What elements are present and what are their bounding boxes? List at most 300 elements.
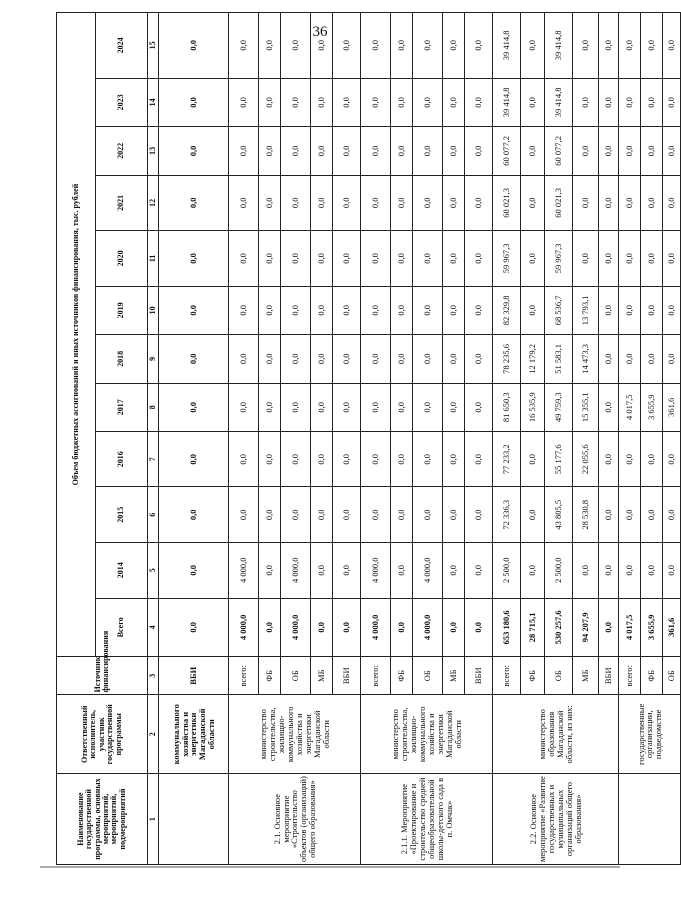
header-name: Наименование государственной программы, основных мероприятий, мероприятий, подмероприятий <box>57 774 148 865</box>
year-value: 0,0 <box>333 78 361 126</box>
year-value: 0,0 <box>663 175 681 231</box>
year-value: 60 077,2 <box>493 127 521 175</box>
column-number: 8 <box>148 383 159 431</box>
year-value: 0,0 <box>259 127 281 175</box>
financing-table <box>56 12 681 865</box>
year-value: 22 055,6 <box>573 431 599 487</box>
measure-name <box>619 774 681 865</box>
year-value: 0,0 <box>281 13 311 79</box>
column-number: 12 <box>148 175 159 231</box>
year-value: 0,0 <box>259 383 281 431</box>
year-value: 0,0 <box>413 335 443 383</box>
header-executor: Ответственный исполнитель, участник государственной программы <box>57 695 148 774</box>
year-value: 0,0 <box>361 127 391 175</box>
year-value: 0,0 <box>521 13 545 79</box>
year-value: 0,0 <box>663 127 681 175</box>
year-value: 0,0 <box>361 175 391 231</box>
total-value: 0,0 <box>391 598 413 657</box>
year-value: 0,0 <box>641 431 663 487</box>
year-value: 68 536,7 <box>545 286 573 334</box>
funding-source: ВБИ <box>159 657 229 695</box>
year-value: 0,0 <box>311 543 333 599</box>
year-value: 0,0 <box>391 543 413 599</box>
year-value: 0,0 <box>599 543 619 599</box>
year-value: 0,0 <box>413 13 443 79</box>
page-number: 36 <box>312 24 328 40</box>
column-number: 13 <box>148 127 159 175</box>
year-value: 0,0 <box>361 487 391 543</box>
total-value: 4 000,0 <box>229 598 259 657</box>
total-value: 361,6 <box>663 598 681 657</box>
year-value: 0,0 <box>599 286 619 334</box>
year-value: 0,0 <box>361 13 391 79</box>
header-year: 2021 <box>96 175 148 231</box>
year-value: 0,0 <box>159 175 229 231</box>
year-value: 78 235,6 <box>493 335 521 383</box>
funding-source: всего: <box>229 657 259 695</box>
year-value: 0,0 <box>443 13 465 79</box>
header-year: 2020 <box>96 231 148 287</box>
year-value: 0,0 <box>443 231 465 287</box>
year-value: 0,0 <box>413 286 443 334</box>
year-value: 0,0 <box>599 127 619 175</box>
year-value: 0,0 <box>641 487 663 543</box>
executor-name: министерство строительства, жилищно-коммунального хозяйства и энергетики Магаданской области <box>229 695 361 774</box>
year-value: 0,0 <box>521 487 545 543</box>
year-value: 0,0 <box>229 127 259 175</box>
year-value: 0,0 <box>281 431 311 487</box>
year-value: 0,0 <box>259 78 281 126</box>
year-value: 13 793,1 <box>573 286 599 334</box>
year-value: 0,0 <box>443 286 465 334</box>
year-value: 60 021,3 <box>493 175 521 231</box>
table-body <box>159 13 681 865</box>
year-value: 0,0 <box>391 286 413 334</box>
year-value: 0,0 <box>229 78 259 126</box>
year-value: 0,0 <box>599 78 619 126</box>
header-year: 2017 <box>96 383 148 431</box>
header-year: 2016 <box>96 431 148 487</box>
year-value: 0,0 <box>619 335 641 383</box>
year-value: 0,0 <box>281 127 311 175</box>
year-value: 0,0 <box>391 231 413 287</box>
measure-name: 2.1. Основное мероприятие «Строительство объектов (организаций) общего образования» <box>229 774 361 865</box>
year-value: 4 017,5 <box>619 383 641 431</box>
year-value: 0,0 <box>311 431 333 487</box>
table-row <box>159 13 229 865</box>
year-value: 0,0 <box>229 335 259 383</box>
year-value: 0,0 <box>573 127 599 175</box>
header-year: 2018 <box>96 335 148 383</box>
column-number: 2 <box>148 695 159 774</box>
table-row <box>361 13 391 865</box>
year-value: 0,0 <box>333 543 361 599</box>
year-value: 12 179,2 <box>521 335 545 383</box>
year-value: 0,0 <box>663 231 681 287</box>
year-value: 0,0 <box>641 175 663 231</box>
year-value: 0,0 <box>361 78 391 126</box>
year-value: 0,0 <box>159 286 229 334</box>
year-value: 0,0 <box>599 487 619 543</box>
year-value: 0,0 <box>663 286 681 334</box>
year-value: 0,0 <box>259 335 281 383</box>
total-value: 3 655,9 <box>641 598 663 657</box>
funding-source: ФБ <box>259 657 281 695</box>
total-value: 0,0 <box>465 598 493 657</box>
year-value: 60 077,2 <box>545 127 573 175</box>
funding-source: ФБ <box>641 657 663 695</box>
funding-source: МБ <box>443 657 465 695</box>
year-value: 0,0 <box>159 543 229 599</box>
year-value: 0,0 <box>641 78 663 126</box>
year-value: 0,0 <box>619 13 641 79</box>
year-value: 0,0 <box>573 543 599 599</box>
year-value: 0,0 <box>641 286 663 334</box>
total-value: 4 000,0 <box>361 598 391 657</box>
funding-source: ВБИ <box>599 657 619 695</box>
year-value: 0,0 <box>663 13 681 79</box>
year-value: 0,0 <box>311 286 333 334</box>
year-value: 0,0 <box>311 13 333 79</box>
year-value: 0,0 <box>159 13 229 79</box>
year-value: 0,0 <box>443 175 465 231</box>
year-value: 0,0 <box>521 286 545 334</box>
executor-name: коммунального хозяйства и энергетики Магаданской области <box>159 695 229 774</box>
year-value: 0,0 <box>361 286 391 334</box>
year-value: 0,0 <box>311 127 333 175</box>
year-value: 0,0 <box>311 487 333 543</box>
year-value: 0,0 <box>259 286 281 334</box>
year-value: 0,0 <box>333 127 361 175</box>
total-value: 94 207,9 <box>573 598 599 657</box>
column-number: 4 <box>148 598 159 657</box>
year-value: 0,0 <box>159 78 229 126</box>
year-value: 55 177,6 <box>545 431 573 487</box>
year-value: 0,0 <box>443 487 465 543</box>
year-value: 0,0 <box>259 231 281 287</box>
year-value: 0,0 <box>259 431 281 487</box>
funding-source: ОБ <box>413 657 443 695</box>
year-value: 0,0 <box>663 487 681 543</box>
year-value: 0,0 <box>413 78 443 126</box>
year-value: 43 805,5 <box>545 487 573 543</box>
year-value: 14 473,3 <box>573 335 599 383</box>
year-value: 0,0 <box>391 335 413 383</box>
year-value: 0,0 <box>391 487 413 543</box>
year-value: 0,0 <box>361 383 391 431</box>
column-number-row <box>148 13 159 865</box>
year-value: 0,0 <box>443 78 465 126</box>
column-number: 7 <box>148 431 159 487</box>
year-value: 0,0 <box>599 431 619 487</box>
table-row <box>229 13 259 865</box>
column-number: 3 <box>148 657 159 695</box>
year-value: 59 967,3 <box>545 231 573 287</box>
year-value: 82 329,8 <box>493 286 521 334</box>
year-value: 4 000,0 <box>281 543 311 599</box>
year-value: 0,0 <box>465 127 493 175</box>
total-value: 0,0 <box>443 598 465 657</box>
year-value: 0,0 <box>311 231 333 287</box>
year-value: 0,0 <box>641 335 663 383</box>
header-group-title: Объем бюджетных ассигнований и иных источников финансирования, тыс. рублей <box>57 13 96 657</box>
year-value: 0,0 <box>663 543 681 599</box>
header-year: 2022 <box>96 127 148 175</box>
year-value: 0,0 <box>521 78 545 126</box>
year-value: 0,0 <box>229 231 259 287</box>
year-value: 0,0 <box>391 383 413 431</box>
header-total: Всего <box>96 598 148 657</box>
year-value: 0,0 <box>465 231 493 287</box>
year-value: 0,0 <box>361 335 391 383</box>
year-value: 0,0 <box>413 231 443 287</box>
year-value: 0,0 <box>641 231 663 287</box>
year-value: 2 500,0 <box>493 543 521 599</box>
header-year: 2015 <box>96 487 148 543</box>
year-value: 0,0 <box>159 335 229 383</box>
measure-name <box>159 774 229 865</box>
year-value: 0,0 <box>443 543 465 599</box>
total-value: 4 000,0 <box>281 598 311 657</box>
year-value: 0,0 <box>333 286 361 334</box>
year-value: 0,0 <box>333 175 361 231</box>
column-number: 14 <box>148 78 159 126</box>
year-value: 81 650,3 <box>493 383 521 431</box>
table-viewport <box>56 12 677 865</box>
year-value: 0,0 <box>413 487 443 543</box>
year-value: 0,0 <box>259 487 281 543</box>
year-value: 0,0 <box>333 431 361 487</box>
total-value: 4 017,5 <box>619 598 641 657</box>
year-value: 4 000,0 <box>413 543 443 599</box>
funding-source: всего: <box>493 657 521 695</box>
year-value: 0,0 <box>259 175 281 231</box>
total-value: 0,0 <box>159 598 229 657</box>
year-value: 0,0 <box>229 431 259 487</box>
year-value: 0,0 <box>159 487 229 543</box>
year-value: 4 000,0 <box>229 543 259 599</box>
year-value: 0,0 <box>333 487 361 543</box>
year-value: 0,0 <box>443 335 465 383</box>
year-value: 0,0 <box>413 383 443 431</box>
column-number: 15 <box>148 13 159 79</box>
column-number: 9 <box>148 335 159 383</box>
year-value: 0,0 <box>413 127 443 175</box>
year-value: 0,0 <box>573 175 599 231</box>
year-value: 0,0 <box>599 383 619 431</box>
year-value: 0,0 <box>599 175 619 231</box>
year-value: 0,0 <box>413 175 443 231</box>
year-value: 0,0 <box>619 286 641 334</box>
table-row <box>493 13 521 865</box>
year-value: 0,0 <box>333 231 361 287</box>
year-value: 0,0 <box>641 543 663 599</box>
year-value: 0,0 <box>391 175 413 231</box>
year-value: 0,0 <box>413 431 443 487</box>
column-number: 11 <box>148 231 159 287</box>
year-value: 3 655,9 <box>641 383 663 431</box>
total-value: 0,0 <box>333 598 361 657</box>
year-value: 0,0 <box>521 543 545 599</box>
column-number: 6 <box>148 487 159 543</box>
year-value: 0,0 <box>599 231 619 287</box>
year-value: 0,0 <box>443 431 465 487</box>
year-value: 0,0 <box>521 175 545 231</box>
year-value: 0,0 <box>361 431 391 487</box>
year-value: 0,0 <box>599 13 619 79</box>
year-value: 0,0 <box>281 286 311 334</box>
funding-source: ФБ <box>521 657 545 695</box>
year-value: 0,0 <box>573 13 599 79</box>
year-value: 0,0 <box>281 231 311 287</box>
year-value: 0,0 <box>465 13 493 79</box>
year-value: 15 355,1 <box>573 383 599 431</box>
year-value: 0,0 <box>281 383 311 431</box>
year-value: 0,0 <box>521 127 545 175</box>
year-value: 0,0 <box>465 487 493 543</box>
year-value: 0,0 <box>521 431 545 487</box>
year-value: 0,0 <box>619 78 641 126</box>
year-value: 0,0 <box>391 127 413 175</box>
year-value: 0,0 <box>663 431 681 487</box>
year-value: 0,0 <box>281 487 311 543</box>
year-value: 39 414,8 <box>493 13 521 79</box>
header-year: 2023 <box>96 78 148 126</box>
year-value: 0,0 <box>619 487 641 543</box>
year-value: 0,0 <box>573 78 599 126</box>
year-value: 39 414,8 <box>545 78 573 126</box>
year-value: 0,0 <box>619 175 641 231</box>
executor-name: министерство строительства, жилищно-коммунального хозяйства и энергетики Магаданской области <box>361 695 493 774</box>
header-year: 2024 <box>96 13 148 79</box>
year-value: 2 500,0 <box>545 543 573 599</box>
year-value: 0,0 <box>259 543 281 599</box>
year-value: 0,0 <box>391 78 413 126</box>
year-value: 4 000,0 <box>361 543 391 599</box>
year-value: 0,0 <box>229 383 259 431</box>
year-value: 0,0 <box>663 335 681 383</box>
total-value: 0,0 <box>259 598 281 657</box>
executor-name: государственные организации, подведомстве <box>619 695 681 774</box>
funding-source: ОБ <box>281 657 311 695</box>
year-value: 0,0 <box>465 286 493 334</box>
year-value: 0,0 <box>465 543 493 599</box>
total-value: 530 257,6 <box>545 598 573 657</box>
year-value: 28 530,8 <box>573 487 599 543</box>
year-value: 0,0 <box>229 175 259 231</box>
year-value: 0,0 <box>311 175 333 231</box>
year-value: 0,0 <box>229 13 259 79</box>
year-value: 0,0 <box>229 487 259 543</box>
funding-source: МБ <box>573 657 599 695</box>
header-year: 2014 <box>96 543 148 599</box>
year-value: 0,0 <box>465 383 493 431</box>
year-value: 0,0 <box>391 13 413 79</box>
funding-source: ВБИ <box>465 657 493 695</box>
funding-source: МБ <box>311 657 333 695</box>
funding-source: всего: <box>619 657 641 695</box>
funding-source: ОБ <box>545 657 573 695</box>
rotated-table-container <box>56 12 677 865</box>
year-value: 0,0 <box>159 127 229 175</box>
year-value: 0,0 <box>281 175 311 231</box>
year-value: 0,0 <box>663 78 681 126</box>
year-value: 0,0 <box>333 13 361 79</box>
year-value: 39 414,8 <box>493 78 521 126</box>
year-value: 49 759,3 <box>545 383 573 431</box>
header-row-top <box>57 13 96 865</box>
year-value: 77 233,2 <box>493 431 521 487</box>
year-value: 0,0 <box>159 431 229 487</box>
year-value: 0,0 <box>443 383 465 431</box>
year-value: 0,0 <box>619 231 641 287</box>
year-value: 0,0 <box>443 127 465 175</box>
year-value: 0,0 <box>521 231 545 287</box>
year-value: 59 967,3 <box>493 231 521 287</box>
header-year: 2019 <box>96 286 148 334</box>
year-value: 361,6 <box>663 383 681 431</box>
table-row <box>619 13 641 865</box>
funding-source: ФБ <box>391 657 413 695</box>
year-value: 0,0 <box>281 78 311 126</box>
total-value: 0,0 <box>311 598 333 657</box>
year-value: 0,0 <box>465 431 493 487</box>
funding-source: всего: <box>361 657 391 695</box>
year-value: 16 535,9 <box>521 383 545 431</box>
total-value: 0,0 <box>599 598 619 657</box>
total-value: 4 000,0 <box>413 598 443 657</box>
column-number: 10 <box>148 286 159 334</box>
total-value: 28 715,1 <box>521 598 545 657</box>
year-value: 0,0 <box>599 335 619 383</box>
year-value: 0,0 <box>311 335 333 383</box>
year-value: 51 583,1 <box>545 335 573 383</box>
year-value: 0,0 <box>311 78 333 126</box>
year-value: 0,0 <box>465 335 493 383</box>
total-value: 653 180,6 <box>493 598 521 657</box>
year-value: 0,0 <box>333 335 361 383</box>
year-value: 0,0 <box>465 175 493 231</box>
year-value: 60 021,3 <box>545 175 573 231</box>
year-value: 72 336,3 <box>493 487 521 543</box>
year-value: 0,0 <box>333 383 361 431</box>
year-value: 0,0 <box>619 431 641 487</box>
year-value: 0,0 <box>229 286 259 334</box>
scan-edge-line <box>40 866 620 868</box>
year-value: 0,0 <box>391 431 413 487</box>
year-value: 0,0 <box>159 231 229 287</box>
year-value: 0,0 <box>641 127 663 175</box>
year-value: 0,0 <box>311 383 333 431</box>
year-value: 0,0 <box>159 383 229 431</box>
year-value: 0,0 <box>361 231 391 287</box>
column-number: 5 <box>148 543 159 599</box>
executor-name: министерство образования Магаданской области, из них: <box>493 695 619 774</box>
year-value: 0,0 <box>281 335 311 383</box>
funding-source: ВБИ <box>333 657 361 695</box>
funding-source: ОБ <box>663 657 681 695</box>
header-source: Источник финансирования <box>57 657 148 695</box>
year-value: 0,0 <box>619 127 641 175</box>
measure-name: 2.1.1. Мероприятие «Проектирование и строительство средней общеобразовательной школы-детского сада в п. Омчак» <box>361 774 493 865</box>
column-number: 1 <box>148 774 159 865</box>
year-value: 0,0 <box>641 13 663 79</box>
year-value: 0,0 <box>465 78 493 126</box>
year-value: 0,0 <box>619 543 641 599</box>
year-value: 0,0 <box>259 13 281 79</box>
year-value: 39 414,8 <box>545 13 573 79</box>
year-value: 0,0 <box>573 231 599 287</box>
